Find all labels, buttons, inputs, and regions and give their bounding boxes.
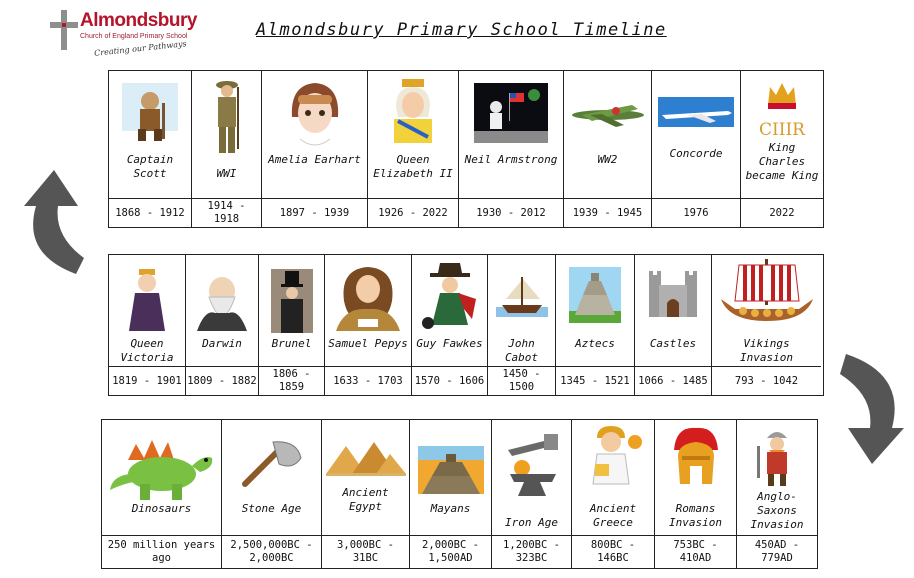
item-date: 450AD - 779AD [737, 535, 817, 568]
logo-subtitle: Church of England Primary School [80, 33, 188, 40]
item-date: 753BC - 410AD [655, 535, 736, 568]
guy-fawkes-icon [418, 259, 482, 335]
item-date: 1809 - 1882 [186, 366, 258, 395]
curved-arrow-down-right-icon [832, 350, 910, 468]
timeline-item [655, 420, 737, 568]
timeline-item [488, 255, 556, 395]
ancient-greek-icon [583, 424, 643, 498]
soldier-icon [210, 77, 244, 161]
timeline-item [109, 71, 192, 227]
logo-tagline: Creating our Pathways [93, 39, 187, 58]
item-date: 1633 - 1703 [325, 366, 411, 395]
item-date: 1897 - 1939 [262, 198, 367, 227]
item-name: Dinosaurs [131, 502, 192, 515]
logo-name: Almondsbury [80, 10, 197, 31]
stone-axe-icon [241, 440, 303, 486]
spitfire-icon [568, 97, 648, 131]
queen-victoria-icon [125, 265, 169, 331]
timeline-item [564, 71, 652, 227]
timeline-item [259, 255, 325, 395]
curved-arrow-up-left-icon [18, 166, 98, 280]
timeline-item [635, 255, 712, 395]
page-title: Almondsbury Primary School Timeline [256, 20, 667, 40]
item-date: 3,000BC - 31BC [322, 535, 409, 568]
darwin-icon [195, 273, 249, 331]
timeline-item [412, 255, 488, 395]
timeline-item [109, 255, 186, 395]
item-date: 1930 - 2012 [459, 198, 563, 227]
sailing-ship-icon [496, 273, 548, 317]
item-date: 1819 - 1901 [109, 366, 185, 395]
moon-landing-icon [474, 83, 548, 143]
item-name: Stone Age [241, 502, 302, 515]
timeline-item [325, 255, 412, 395]
timeline-item [368, 71, 459, 227]
item-name: Amelia Earhart [268, 153, 361, 166]
item-name: Darwin [202, 337, 242, 350]
timeline-item [556, 255, 635, 395]
item-date: 1570 - 1606 [412, 366, 487, 395]
timeline-item [410, 420, 492, 568]
item-name: Concorde [669, 147, 723, 160]
item-name: Captain Scott [126, 153, 174, 180]
item-name: Samuel Pepys [328, 337, 408, 350]
item-name: WWI [216, 167, 237, 180]
amelia-earhart-icon [280, 77, 350, 149]
item-name: Anglo-Saxons Invasion [750, 490, 804, 531]
timeline-item [459, 71, 564, 227]
timeline-item [712, 255, 821, 395]
item-date: 1914 - 1918 [192, 198, 261, 227]
pyramids-icon [326, 440, 406, 476]
cypher-text: CIIIR [759, 120, 805, 140]
item-date: 2022 [741, 198, 823, 227]
viking-ship-icon [719, 257, 815, 329]
crown-cypher-icon [759, 77, 805, 147]
roman-helmet-icon [668, 426, 724, 496]
item-date: 1066 - 1485 [635, 366, 711, 395]
timeline-row-2 [108, 254, 824, 396]
timeline-row-1 [108, 70, 824, 228]
item-date: 800BC - 146BC [572, 535, 654, 568]
mayan-temple-icon [418, 446, 484, 494]
item-date: 2,500,000BC - 2,000BC [222, 535, 321, 568]
item-name: WW2 [597, 153, 618, 166]
item-name: Iron Age [505, 516, 558, 529]
anglo-saxon-icon [755, 426, 799, 488]
timeline-item [192, 71, 262, 227]
item-date: 1939 - 1945 [564, 198, 651, 227]
timeline-item [737, 420, 817, 568]
brunel-icon [271, 269, 313, 333]
anvil-icon [502, 434, 562, 504]
item-date: 1806 - 1859 [259, 366, 324, 395]
item-date: 250 million years ago [102, 535, 221, 568]
timeline-item [572, 420, 655, 568]
samuel-pepys-icon [330, 261, 406, 331]
item-name: Brunel [271, 337, 312, 350]
item-date: 1,200BC - 323BC [492, 535, 571, 568]
timeline-item [652, 71, 741, 227]
item-date: 1345 - 1521 [556, 366, 634, 395]
captain-scott-icon [122, 83, 178, 145]
aztec-pyramid-icon [569, 267, 621, 323]
item-name: Ancient Egypt [342, 486, 389, 513]
timeline-item [262, 71, 368, 227]
school-logo [50, 8, 210, 68]
dinosaur-icon [108, 432, 216, 502]
item-name: Ancient Greece [589, 502, 637, 529]
timeline-item [222, 420, 322, 568]
item-date: 1868 - 1912 [109, 198, 191, 227]
item-name: Queen Victoria [120, 337, 174, 364]
timeline-item [741, 71, 823, 227]
timeline-item [102, 420, 222, 568]
item-date: 1926 - 2022 [368, 198, 458, 227]
item-name: King Charles became King [745, 141, 819, 182]
item-date: 793 - 1042 [712, 366, 821, 395]
item-name: Aztecs [575, 337, 615, 350]
timeline-row-3 [101, 419, 818, 569]
item-date: 2,000BC - 1,500AD [410, 535, 491, 568]
queen-elizabeth-icon [388, 77, 438, 143]
item-name: Romans Invasion [669, 502, 722, 529]
concorde-icon [658, 97, 734, 127]
item-name: Queen Elizabeth II [373, 153, 453, 180]
castle-icon [645, 267, 701, 317]
timeline-item [492, 420, 572, 568]
item-name: Mayans [430, 502, 471, 515]
timeline-item [186, 255, 259, 395]
item-name: Guy Fawkes [416, 337, 483, 350]
item-name: Castles [649, 337, 697, 350]
timeline-item [322, 420, 410, 568]
item-name: Neil Armstrong [464, 153, 558, 166]
cross-icon [50, 10, 78, 50]
item-date: 1450 - 1500 [488, 366, 555, 395]
item-name: John Cabot [504, 337, 539, 364]
item-date: 1976 [652, 198, 740, 227]
item-name: Vikings Invasion [740, 337, 793, 364]
